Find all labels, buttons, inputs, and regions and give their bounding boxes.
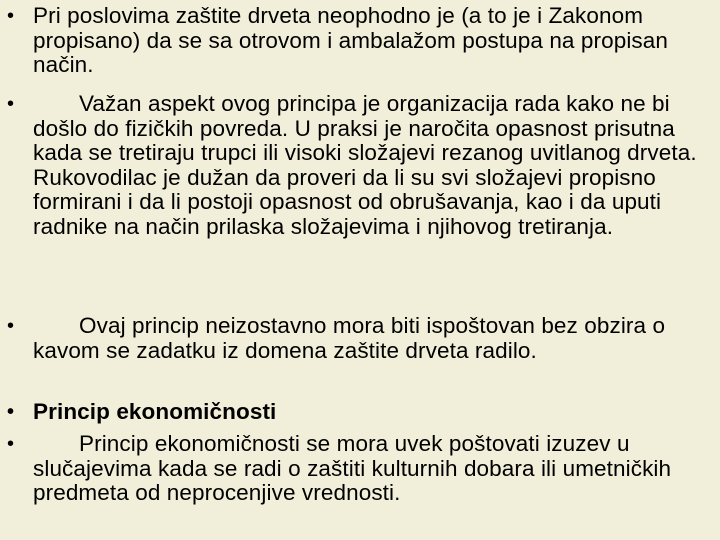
bullet-marker-icon: • — [7, 433, 15, 455]
bullet-item-work-organization — [0, 92, 702, 239]
bullet-marker-icon: • — [7, 5, 15, 27]
bullet-text: Važan aspekt ovog principa je organizacija rada kako ne bi došlo do fizičkih povreda. U praksi je naročita opasnost prisutna kada se tretiraju trupci ili visoki složajevi rezanog uvitlanog drveta. Rukovodilac je dužan da proveri da li su svi složajevi propisno formirani i da li postoji opasnost od obrušavanja, kao i da uputi radnike na način prilaska složajevima i njihovog tretiranja. — [33, 91, 697, 239]
bullet-marker-icon: • — [7, 401, 15, 423]
bullet-marker-icon: • — [7, 315, 15, 337]
section-heading: Princip ekonomičnosti — [33, 399, 277, 424]
bullet-text: Princip ekonomičnosti se mora uvek poštovati izuzev u slučajevima kada se radi o zaštiti kulturnih dobara ili umetničkih predmeta od neprocenjive vrednosti. — [33, 431, 672, 505]
bullet-marker-icon: • — [7, 93, 15, 115]
bullet-text: Ovaj princip neizostavno mora biti ispoštovan bez obzira o kavom se zadatku iz domena zaštite drveta radilo. — [33, 313, 666, 363]
bullet-item-principle-compliance — [0, 314, 702, 363]
bullet-text: Pri poslovima zaštite drveta neophodno je (a to je i Zakonom propisano) da se sa otrovom i ambalažom postupa na propisan način. — [33, 3, 669, 77]
bullet-item-economy-principle — [0, 432, 702, 506]
bullet-item-waste-handling — [0, 4, 702, 78]
bullet-item-economy-heading — [0, 400, 702, 425]
